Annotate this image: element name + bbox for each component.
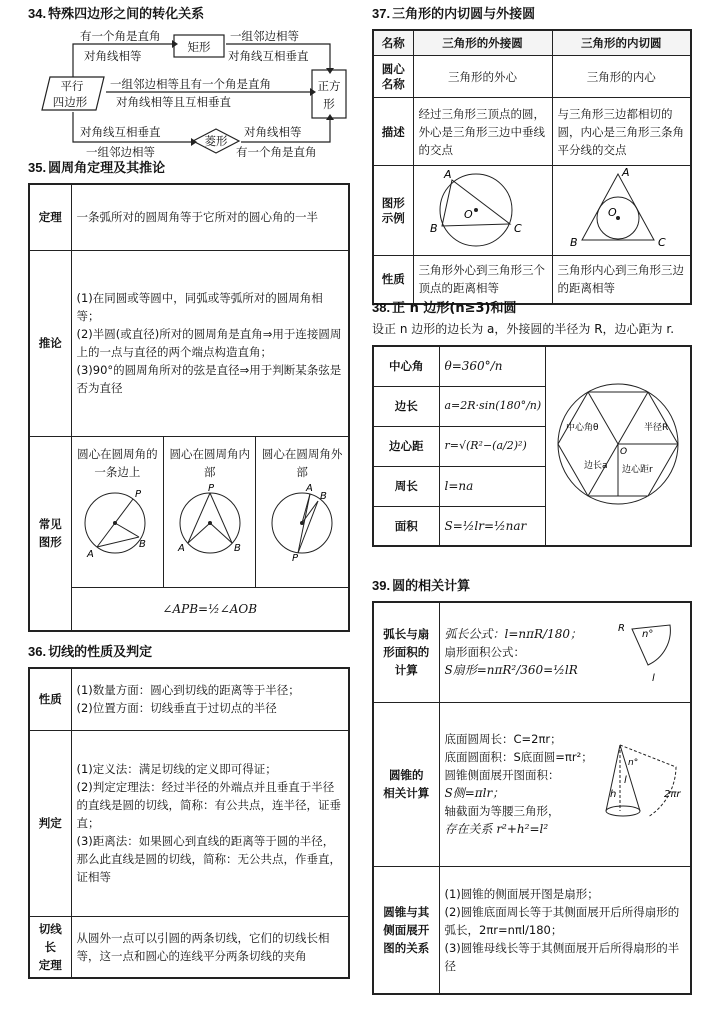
central-angle-formula: θ=360°/n	[439, 346, 545, 386]
section-title-text: 特殊四边形之间的转化关系	[48, 7, 205, 22]
svg-text:O: O	[463, 208, 473, 221]
section-title	[372, 578, 692, 595]
side-formula: a=2R·sin(180°/n)	[439, 386, 545, 426]
circumcenter-name: 三角形的外心	[413, 56, 552, 98]
row-label: 定理	[29, 184, 71, 250]
svg-text:P: P	[207, 482, 214, 494]
circle-figure-icon	[79, 481, 155, 561]
criterion-3: (3)距离法：如果圆心到直线的距离等于圆的半径，那么此直线是圆的切线，简称：无公共点，作垂直，证相等	[76, 834, 341, 884]
cone-lateral-formula: S侧=πlr；	[444, 786, 505, 800]
arc-length-formula: 弧长公式：l=nπR/180；	[444, 627, 582, 642]
section-title	[28, 6, 350, 23]
arc-cell	[439, 602, 691, 702]
circumcircle-icon	[418, 166, 548, 250]
theorem-text: 一条弧所对的圆周角等于它所对的圆心角的一半	[71, 184, 349, 250]
circumcenter-property: 三角形外心到三角形三个顶点的距离相等	[413, 256, 552, 304]
header-name: 名称	[373, 30, 413, 56]
inscribed-angle-table	[28, 183, 350, 632]
label-b2: 一组邻边相等	[86, 145, 155, 159]
label-b4: 有一个角是直角	[236, 145, 317, 159]
section-title	[372, 300, 692, 317]
section-34	[28, 6, 350, 159]
svg-text:C: C	[658, 236, 666, 249]
row-label: 性质	[29, 668, 71, 730]
section-number: 36.	[28, 644, 47, 659]
row-label: 面积	[373, 506, 439, 546]
figure-caption: 圆心在圆周角的一条边上	[77, 446, 158, 479]
section-title-text: 圆的相关计算	[392, 579, 471, 594]
svg-text:n°: n°	[642, 629, 654, 640]
figure-caption: 圆心在圆周角内部	[169, 446, 250, 479]
section-title	[372, 6, 692, 23]
svg-text:P: P	[135, 488, 142, 500]
circumcircle-desc: 经过三角形三顶点的圆，外心是三角形三边中垂线的交点	[413, 98, 552, 166]
pxb-label: 平行四边形	[52, 79, 88, 109]
criterion-1: (1)定义法：满足切线的定义即可得证；	[76, 762, 277, 776]
row-label: 中心角	[373, 346, 439, 386]
cone-relation-cell	[439, 866, 691, 994]
incenter-property: 三角形内心到三角形三边的距离相等	[552, 256, 691, 304]
svg-text:B: B	[570, 236, 578, 249]
svg-text:A: A	[177, 542, 185, 554]
radius-label: 半径R	[643, 422, 669, 433]
section-number: 35.	[28, 160, 47, 175]
label-perp-diagonals: 对角线互相垂直	[228, 49, 309, 63]
section-36	[28, 644, 350, 979]
svg-text:P: P	[292, 552, 299, 561]
row-label: 圆锥的 相关计算	[373, 702, 439, 866]
svg-text:A: A	[87, 548, 95, 560]
section-number: 37.	[372, 6, 391, 21]
figure-caption: 圆心在圆周角外部	[261, 446, 343, 479]
circle-figure-icon	[264, 481, 340, 561]
figures-label: 常见 图形	[38, 517, 62, 550]
figures-cell	[71, 436, 349, 587]
section-38	[372, 300, 692, 547]
corollary-2: (2)半圆(或直径)所对的圆周角是直角⇒用于连接圆周上的一点与直径的两个端点构造直角；	[76, 327, 342, 359]
svg-text:B: B	[233, 542, 241, 554]
header-circumcircle: 三角形的外接圆	[413, 30, 552, 56]
row-label: 描述	[373, 98, 413, 166]
row-label: 图形 示例	[373, 166, 413, 256]
axial-section-text: 轴截面为等腰三角形，	[444, 804, 560, 818]
cone-base-circumference: 底面圆周长：C=2πr；	[444, 732, 562, 746]
section-title-text: 正 n 边形(n≥3)和圆	[392, 301, 517, 316]
section-number: 38.	[372, 300, 391, 315]
section-title-text: 圆周角定理及其推论	[48, 161, 166, 176]
criterion-2: (2)判定定理法：经过半径的外端点并且垂直于半径的直线是圆的切线，简称：有公共点，连半径，证垂直；	[76, 780, 341, 830]
svg-text:B: B	[139, 538, 147, 550]
apothem-label: 边心距r	[621, 464, 653, 475]
row-label: 推论	[29, 250, 71, 436]
label-adjacent-sides: 一组邻边相等	[230, 29, 299, 43]
triangle-circle-table	[372, 29, 692, 305]
incenter-name: 三角形的内心	[552, 56, 691, 98]
header-incircle: 三角形的内切圆	[552, 30, 691, 56]
cone-cell	[439, 702, 691, 866]
sector-icon	[612, 615, 682, 685]
criteria-cell	[71, 730, 349, 916]
svg-text:A: A	[306, 482, 313, 494]
section-37	[372, 6, 692, 305]
circumcircle-figure	[413, 166, 552, 256]
center-label: O	[619, 446, 627, 457]
row-label: 判定	[29, 730, 71, 916]
row-label: 圆心 名称	[373, 56, 413, 98]
rhombus-label: 菱形	[204, 134, 228, 148]
svg-text:A: A	[443, 168, 452, 181]
svg-text:B: B	[429, 222, 438, 235]
relation-3: (3)圆锥母线长等于其侧面展开后所得扇形的半径	[444, 940, 680, 973]
apothem-formula: r=√(R²−(a/2)²)	[439, 426, 545, 466]
central-angle-label: 中心角θ	[565, 422, 599, 433]
label-b3: 对角线相等	[244, 125, 302, 139]
row-label: 切线长 定理	[29, 916, 71, 978]
circle-calc-table	[372, 601, 692, 995]
sector-area-label: 扇形面积公式：	[444, 645, 525, 660]
section-35	[28, 160, 350, 632]
label-b1: 对角线互相垂直	[80, 125, 161, 139]
corollary-1: (1)在同圆或等圆中，同弧或等弧所对的圆周角相等；	[76, 291, 323, 323]
inscribed-angle-formula: ∠APB=½∠AOB	[71, 587, 349, 631]
row-label: 性质	[373, 256, 413, 304]
sector-area-formula: S扇形=nπR²/360=½lR	[444, 663, 578, 678]
svg-text:B: B	[320, 490, 328, 502]
figure-3	[256, 437, 348, 587]
cone-lateral-label: 圆锥侧面展开图面积：	[444, 768, 560, 782]
section-title-text: 三角形的内切圆与外接圆	[392, 7, 536, 22]
row-label: 周长	[373, 466, 439, 506]
area-formula: S=½lr=½nar	[439, 506, 545, 546]
property-cell	[71, 668, 349, 730]
property-2: (2)位置方面：切线垂直于过切点的半径	[76, 701, 277, 716]
square-label: 正方形	[317, 79, 341, 111]
section-number: 34.	[28, 6, 47, 21]
label-equal-diagonals: 对角线相等	[84, 49, 142, 63]
incircle-icon	[556, 166, 686, 250]
section-39	[372, 578, 692, 995]
corollary-cell	[71, 250, 349, 436]
section-title-text: 切线的性质及判定	[48, 645, 153, 660]
svg-text:2πr: 2πr	[664, 788, 681, 800]
regular-polygon-table	[372, 345, 692, 547]
perimeter-formula: l=na	[439, 466, 545, 506]
svg-text:A: A	[622, 166, 630, 179]
svg-text:C: C	[513, 222, 522, 235]
incircle-desc: 与三角形三边都相切的圆，内心是三角形三条角平分线的交点	[552, 98, 691, 166]
corollary-3: (3)90°的圆周角所对的弦是直径⇒用于判断某条弦是否为直径	[76, 363, 342, 395]
incircle-figure	[552, 166, 691, 256]
rect-label: 矩形	[187, 40, 211, 54]
cone-icon	[590, 717, 686, 847]
row-label: 圆锥与其 侧面展开 图的关系	[373, 866, 439, 994]
section-number: 39.	[372, 578, 391, 593]
row-label	[29, 436, 71, 631]
section-title	[28, 160, 350, 177]
label-mid2: 对角线相等且互相垂直	[116, 95, 231, 109]
figure-1	[72, 437, 164, 587]
polygon-figure	[545, 346, 691, 546]
row-label: 弧长与扇 形面积的 计算	[373, 602, 439, 702]
cone-base-area: 底面圆面积：S底面圆=πr²；	[444, 750, 593, 764]
svg-text:l: l	[624, 774, 627, 786]
label-mid1: 一组邻边相等且有一个角是直角	[110, 77, 271, 91]
svg-text:n°: n°	[628, 757, 639, 768]
figure-2	[164, 437, 256, 587]
tangent-table	[28, 667, 350, 979]
quadrilateral-diagram	[28, 26, 350, 161]
intro-text: 设正 n 边形的边长为 a，外接圆的半径为 R，边心距为 r.	[372, 322, 675, 336]
relation-1: (1)圆锥的侧面展开图是扇形；	[444, 886, 599, 901]
cone-relation: 存在关系 r²+h²=l²	[444, 822, 549, 836]
label-right-angle: 有一个角是直角	[80, 29, 161, 43]
property-1: (1)数量方面：圆心到切线的距离等于半径；	[76, 683, 300, 698]
circle-figure-icon	[172, 481, 248, 561]
row-label: 边长	[373, 386, 439, 426]
svg-text:h: h	[610, 788, 617, 800]
side-label: 边长a	[583, 460, 608, 471]
svg-text:O: O	[608, 206, 617, 219]
tangent-length-text: 从圆外一点可以引圆的两条切线，它们的切线长相等，这一点和圆心的连线平分两条切线的夹角	[71, 916, 349, 978]
section-title	[28, 644, 350, 661]
hexagon-circle-icon	[546, 354, 690, 534]
relation-2: (2)圆锥底面周长等于其侧面展开后所得扇形的弧长，2πr=nπl/180；	[444, 904, 680, 937]
svg-text:l: l	[652, 673, 655, 684]
row-label: 边心距	[373, 426, 439, 466]
svg-text:R: R	[618, 623, 625, 634]
